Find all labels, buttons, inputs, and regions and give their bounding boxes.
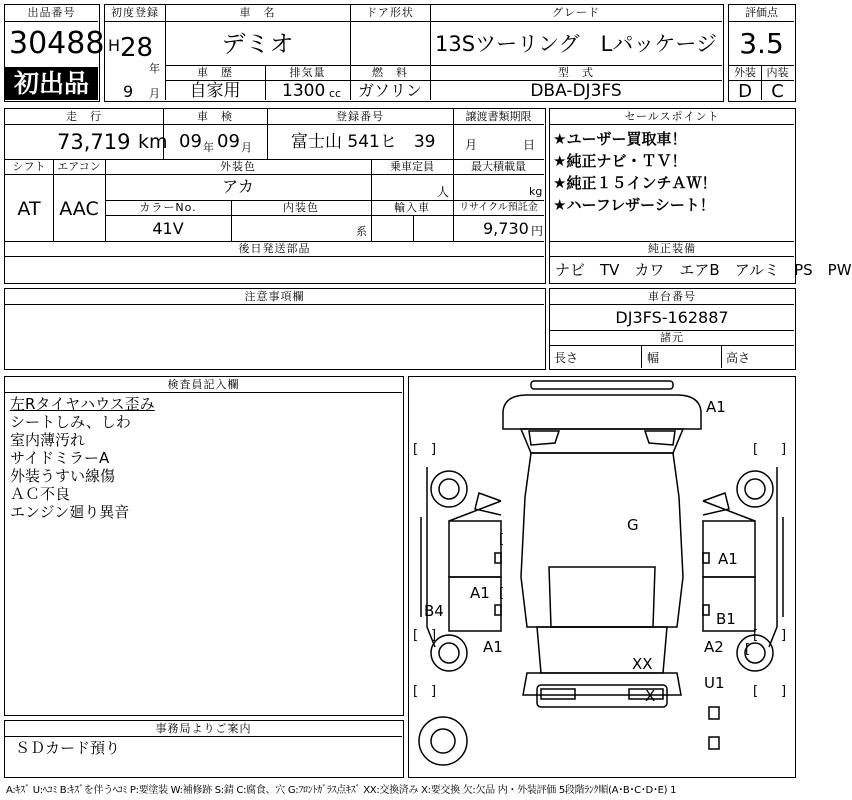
capacity-label: 乗車定員 bbox=[390, 160, 434, 173]
recycle-value: 9,730 bbox=[483, 219, 529, 238]
equipment-label: 純正装備 bbox=[648, 242, 696, 255]
car-name-label: 車 名 bbox=[239, 6, 276, 19]
color-no-value: 41V bbox=[152, 219, 184, 238]
car-diagram-box: [ ] [ ] [ ] [ ] [ ] [ ] [ [ [ bbox=[408, 376, 796, 778]
inspector-note: 室内薄汚れ bbox=[10, 431, 86, 449]
reg-month: 9 bbox=[123, 82, 134, 101]
lot-number: 30488 bbox=[9, 26, 105, 61]
sales-point: ★ユーザー買取車！ bbox=[553, 130, 687, 148]
first-listing-label: 初出品 bbox=[13, 69, 89, 98]
ac-value: AAC bbox=[59, 198, 99, 220]
damage-mark: U1 bbox=[704, 674, 725, 692]
office-label: 事務局よりご案内 bbox=[155, 722, 252, 735]
car-name: デミオ bbox=[221, 30, 294, 58]
damage-mark: A2 bbox=[704, 638, 724, 656]
score-label: 評価点 bbox=[745, 6, 778, 19]
transfer-month-unit: 月 bbox=[465, 138, 478, 152]
shift-value: AT bbox=[17, 198, 41, 220]
inspection-month: 09 bbox=[217, 131, 240, 152]
office-box bbox=[4, 720, 404, 778]
inspector-note: ＡＣ不良 bbox=[10, 485, 71, 503]
transfer-day-unit: 日 bbox=[523, 138, 536, 152]
displacement-value: 1300 bbox=[282, 81, 326, 101]
interior-unit: 系 bbox=[356, 225, 367, 238]
history-label: 車 歴 bbox=[197, 66, 233, 79]
damage-mark: B1 bbox=[716, 610, 736, 628]
damage-mark: X bbox=[645, 687, 656, 705]
int-grade-label: 内装 bbox=[766, 66, 789, 79]
mileage-label: 走 行 bbox=[66, 110, 102, 123]
recycle-unit: 円 bbox=[531, 224, 544, 238]
ext-grade-value: D bbox=[738, 81, 752, 102]
interior-label: 内装色 bbox=[283, 201, 319, 214]
damage-mark: B4 bbox=[424, 602, 444, 620]
year-unit: 年 bbox=[149, 62, 160, 75]
color-label: 外装色 bbox=[220, 160, 256, 173]
damage-mark: XX bbox=[632, 655, 653, 673]
recycle-label: リサイクル預託金 bbox=[459, 202, 538, 213]
ext-grade-label: 外装 bbox=[734, 66, 756, 79]
model-value: DBA-DJ3FS bbox=[530, 81, 622, 101]
inspector-label: 検査員記入欄 bbox=[167, 378, 240, 391]
sales-point: ★純正１５インチＡＷ！ bbox=[553, 174, 717, 192]
inspector-note: シートしみ、しわ bbox=[10, 413, 131, 431]
grade-value: 13Sツーリング Lパッケージ bbox=[435, 32, 717, 56]
plate-value: 富士山 541ヒ 39 bbox=[291, 132, 436, 152]
fuel-value: ガソリン bbox=[357, 81, 422, 100]
caution-box bbox=[4, 288, 546, 370]
reg-year: 28 bbox=[120, 33, 154, 63]
height-label: 高さ bbox=[726, 351, 751, 365]
lot-label: 出品番号 bbox=[27, 6, 76, 19]
header-main-box bbox=[104, 4, 724, 102]
delivery-label: 後日発送部品 bbox=[238, 242, 311, 255]
first-reg-label: 初度登録 bbox=[111, 6, 159, 19]
mileage-unit: km bbox=[138, 131, 168, 153]
inspector-note: サイドミラーA bbox=[10, 449, 110, 467]
era: H bbox=[108, 36, 121, 55]
int-grade-value: C bbox=[771, 81, 784, 102]
score-value: 3.5 bbox=[739, 27, 784, 60]
inspection-year-unit: 年 bbox=[203, 141, 214, 154]
shift-label: シフト bbox=[12, 160, 46, 173]
car-diagram bbox=[409, 377, 794, 776]
damage-mark: G bbox=[627, 516, 639, 534]
grade-label: グレード bbox=[552, 6, 600, 19]
inspector-note: エンジン廻り異音 bbox=[10, 503, 130, 521]
displacement-label: 排気量 bbox=[289, 66, 326, 79]
capacity-unit: 人 bbox=[437, 185, 450, 199]
damage-mark: A1 bbox=[470, 584, 490, 602]
score-box bbox=[728, 4, 796, 102]
ac-label: エアコン bbox=[57, 160, 101, 173]
inspection-year: 09 bbox=[179, 131, 202, 152]
vehicle-info-box bbox=[4, 108, 546, 284]
mileage-value: 73,719 bbox=[57, 130, 131, 154]
color-value: アカ bbox=[222, 177, 254, 196]
inspection-label: 車 検 bbox=[197, 110, 233, 123]
load-unit: kg bbox=[529, 185, 543, 198]
history-value: 自家用 bbox=[189, 81, 241, 101]
caution-label: 注意事項欄 bbox=[244, 290, 305, 303]
inspector-note: 左Rタイヤハウス歪み bbox=[10, 395, 155, 413]
fuel-label: 燃 料 bbox=[372, 66, 408, 79]
sales-point: ★ハーフレザーシート！ bbox=[553, 196, 715, 214]
load-label: 最大積載量 bbox=[471, 160, 526, 173]
sales-point: ★純正ナビ・ＴＶ！ bbox=[553, 152, 687, 170]
color-no-label: カラーNo. bbox=[139, 201, 197, 214]
month-unit: 月 bbox=[149, 87, 160, 100]
displacement-unit: cc bbox=[329, 87, 342, 100]
lot-box bbox=[4, 4, 105, 102]
import-label: 輸入車 bbox=[394, 201, 430, 214]
equipment-value: ナビ TV カワ エアB アルミ PS PW bbox=[555, 261, 852, 279]
inspector-note: 外装うすい線傷 bbox=[10, 467, 116, 485]
door-label: ドア形状 bbox=[366, 6, 414, 19]
damage-mark: A1 bbox=[706, 398, 726, 416]
chassis-box bbox=[549, 288, 796, 370]
transfer-label: 譲渡書類期限 bbox=[465, 110, 532, 123]
inspection-month-unit: 月 bbox=[241, 141, 252, 154]
office-note: ＳＤカード預り bbox=[15, 739, 121, 757]
chassis-label: 車台番号 bbox=[648, 290, 696, 303]
specs-label: 諸元 bbox=[660, 331, 684, 344]
model-label: 型 式 bbox=[558, 66, 594, 79]
sales-points-label: セールスポイント bbox=[624, 110, 720, 123]
legend: A:ｷｽﾞ U:ﾍｺﾐ B:ｷｽﾞを伴うﾍｺﾐ P:要塗装 W:補修跡 S:錆 C:腐食、穴 G:ﾌﾛﾝﾄｶﾞﾗｽ点ｷｽﾞ XX:交換済み X:要交換 欠:欠品 内・外装評価 5段階ﾗﾝｸ順(A･B･C･D･E) 1 bbox=[6, 785, 677, 796]
plate-label: 登録番号 bbox=[336, 110, 384, 123]
length-label: 長さ bbox=[554, 351, 579, 365]
width-label: 幅 bbox=[647, 351, 660, 365]
chassis-value: DJ3FS-162887 bbox=[615, 308, 729, 327]
damage-mark: A1 bbox=[483, 638, 503, 656]
damage-mark: A1 bbox=[718, 550, 738, 568]
